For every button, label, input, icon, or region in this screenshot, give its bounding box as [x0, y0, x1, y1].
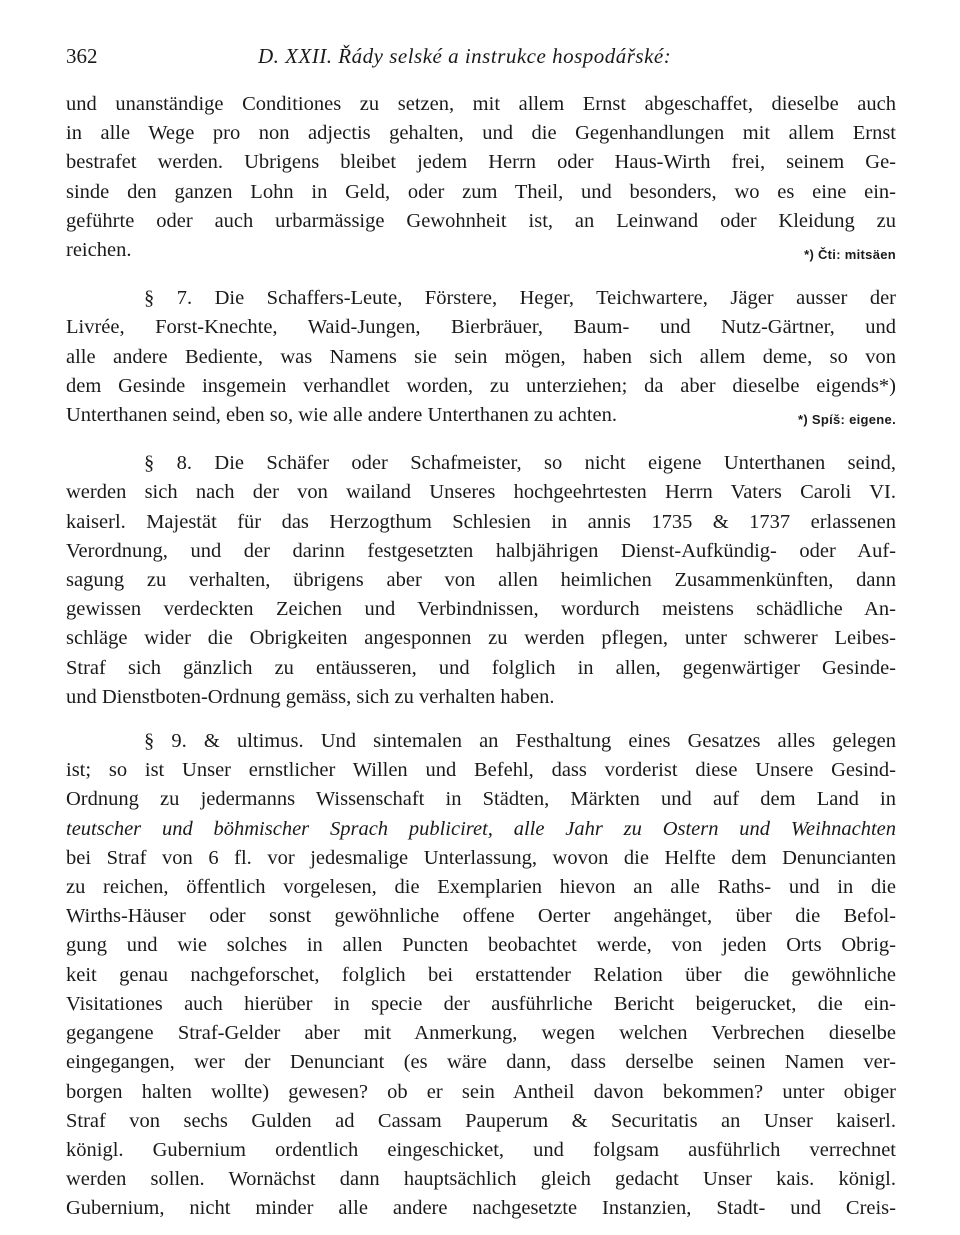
text-line: Wirths-Häuser oder sonst gewöhnliche offene Oerter angehänget, über die Befol- — [66, 905, 896, 928]
text-line: zu reichen, öffentlich vorgelesen, die Exemplarien hievon an alle Raths- und in die — [66, 876, 896, 899]
text-line: Livrée, Forst-Knechte, Waid-Jungen, Bierbräuer, Baum- und Nutz-Gärtner, und — [66, 316, 896, 339]
text-line: sagung zu verhalten, übrigens aber von allen heimlichen Zusammenkünften, dann — [66, 569, 896, 592]
text-line-last: und Dienstboten-Ordnung gemäss, sich zu verhalten haben. — [66, 685, 555, 708]
text-line: Ordnung zu jedermanns Wissenschaft in Städten, Märkten und auf dem Land in — [66, 788, 896, 811]
text-line: borgen halten wollte) gewesen? ob er sein Antheil davon bekommen? unter obiger — [66, 1080, 896, 1103]
page-number: 362 — [66, 44, 98, 68]
text-line: Gubernium, nicht minder alle andere nachgesetzte Instanzien, Stadt- und Creis- — [66, 1197, 896, 1220]
running-title: D. XXII. Řády selské a instrukce hospodářské: — [258, 44, 672, 68]
text-line: ist; so ist Unser ernstlicher Willen und Befehl, dass vorderist diese Unsere Gesind- — [66, 759, 896, 782]
text-line: alle andere Bediente, was Namens sie sein mögen, haben sich allem deme, so von — [66, 345, 896, 368]
text-line: dem Gesinde insgemein verhandlet worden, zu unterziehen; da aber dieselbe eigends*) — [66, 374, 896, 397]
page-header — [66, 44, 896, 74]
paragraph-section-7 — [66, 284, 896, 434]
text-line: § 9. & ultimus. Und sintemalen an Festhaltung eines Gesatzes alles gelegen — [144, 730, 896, 753]
paragraph-section-9 — [66, 727, 896, 1223]
text-line: gung und wie solches in allen Puncten beobachtet werde, von jeden Orts Obrig- — [66, 934, 896, 957]
text-line: werden sollen. Wornächst dann hauptsächlich gleich gedacht Unser kais. königl. — [66, 1168, 896, 1191]
text-line: sinde den ganzen Lohn in Geld, oder zum Theil, und besonders, wo es eine ein- — [66, 180, 896, 203]
text-line: § 8. Die Schäfer oder Schafmeister, so nicht eigene Unterthanen seind, — [144, 452, 896, 475]
text-line: schläge wider die Obrigkeiten angesponnen zu werden pflegen, unter schwerer Leibes- — [66, 627, 896, 650]
text-line: gewissen verdeckten Zeichen und Verbindnissen, wordurch meistens schädliche An- — [66, 598, 896, 621]
text-line: § 7. Die Schaffers-Leute, Förstere, Heger, Teichwartere, Jäger ausser der — [144, 287, 896, 310]
text-line: in alle Wege pro non adjectis gehalten, und die Gegenhandlungen mit allem Ernst — [66, 122, 896, 145]
text-line: Verordnung, und der darinn festgesetzten halbjährigen Dienst-Aufkündig- oder Auf- — [66, 539, 896, 562]
body-text — [66, 90, 896, 1224]
text-line: bestrafet werden. Ubrigens bleibet jedem Herrn oder Haus-Wirth frei, seinem Ge- — [66, 151, 896, 174]
text-line: eingegangen, wer der Denunciant (es wäre dann, dass derselbe seinen Namen ver- — [66, 1051, 896, 1074]
text-line: Straf sich gänzlich zu entäusseren, und folglich in allen, gegenwärtiger Gesinde- — [66, 656, 896, 679]
text-line: werden sich nach der von wailand Unseres hochgeehrtesten Herrn Vaters Caroli VI. — [66, 481, 896, 504]
text-line: bei Straf von 6 fl. vor jedesmalige Unterlassung, wovon die Helfte dem Denuncianten — [66, 846, 896, 869]
text-line-last — [66, 236, 896, 269]
text-line: gegangene Straf-Gelder aber mit Anmerkung, wegen welchen Verbrechen dieselbe — [66, 1022, 896, 1045]
text-line: teutscher und böhmischer Sprach publiciret, alle Jahr zu Ostern und Weihnachten — [66, 817, 896, 840]
text-line: und unanständige Conditiones zu setzen, mit allem Ernst abgeschaffet, dieselbe auch — [66, 93, 896, 115]
paragraph-continuation — [66, 90, 896, 269]
text-line: Visitationes auch hierüber in specie der ausführliche Bericht beigerucket, die ein- — [66, 992, 896, 1015]
line-text: reichen. — [66, 239, 132, 262]
text-line: Straf von sechs Gulden ad Cassam Pauperum & Securitatis an Unser kaiserl. — [66, 1109, 896, 1132]
text-line: geführte oder auch urbarmässige Gewohnheit ist, an Leinwand oder Kleidung zu — [66, 209, 896, 232]
text-line-last — [66, 401, 896, 434]
line-text: Unterthanen seind, eben so, wie alle andere Unterthanen zu achten. — [66, 404, 617, 427]
paragraph-section-8 — [66, 449, 896, 712]
footnote-remark: *) Čti: mitsäen — [804, 247, 896, 263]
text-line: königl. Gubernium ordentlich eingeschicket, und folgsam ausführlich verrechnet — [66, 1138, 896, 1161]
text-line: kaiserl. Majestät für das Herzogthum Schlesien in annis 1735 & 1737 erlassenen — [66, 510, 896, 533]
text-line: keit genau nachgeforschet, folglich bei erstattender Relation über die gewöhnliche — [66, 963, 896, 986]
footnote-remark: *) Spíš: eigene. — [798, 412, 896, 428]
